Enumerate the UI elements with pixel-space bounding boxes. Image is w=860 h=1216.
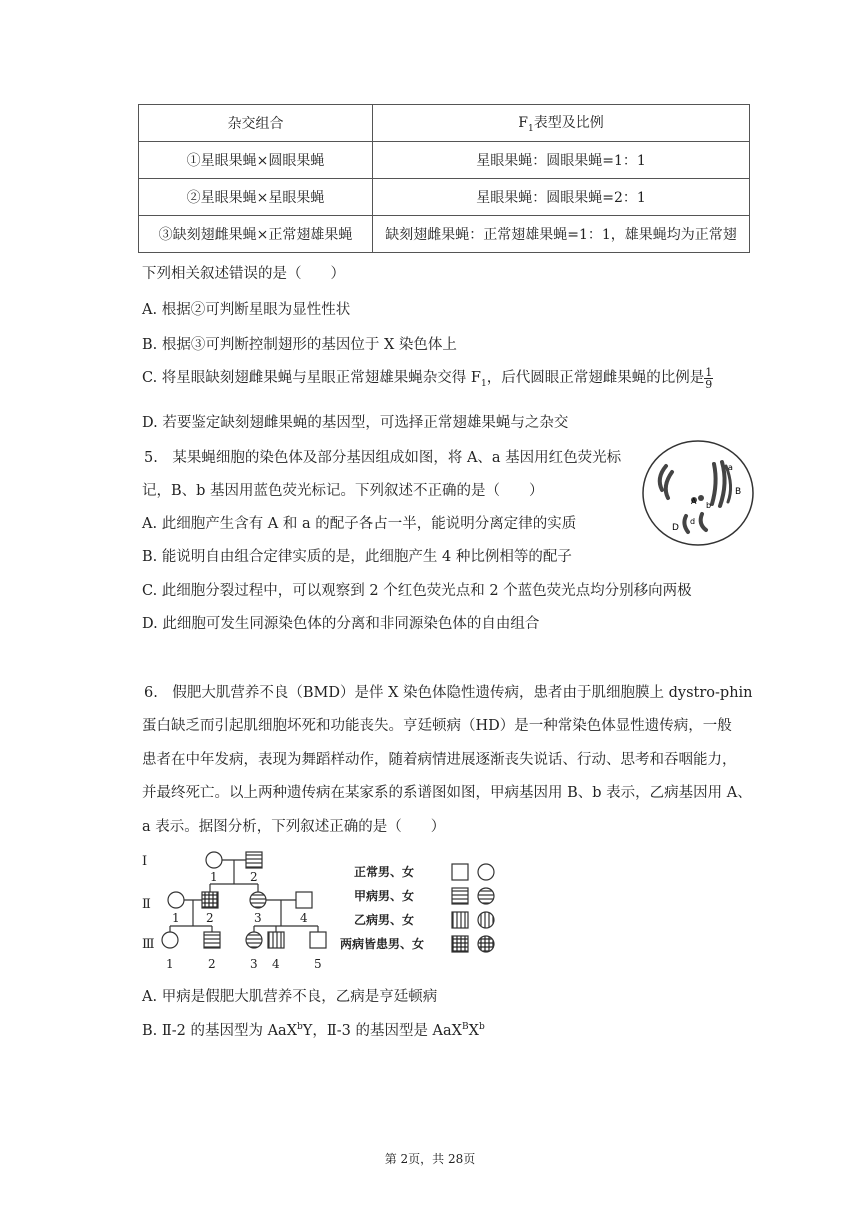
q5-option-d: D. 此细胞可发生同源染色体的分离和非同源染色体的自由组合 — [142, 616, 540, 632]
gene-label: A — [691, 497, 697, 506]
table-cell: ②星眼果蝇×星眼果蝇 — [139, 179, 373, 216]
svg-text:1: 1 — [210, 870, 218, 884]
table-row — [139, 179, 750, 216]
svg-text:2: 2 — [206, 911, 214, 925]
svg-text:4: 4 — [300, 911, 308, 925]
q6-stem-4: 并最终死亡。以上两种遗传病在某家系的系谱图如图，甲病基因用 B、b 表示，乙病基因用 A、 — [142, 785, 752, 801]
legend-disease-b: 乙病男、女 — [354, 913, 415, 927]
svg-text:3: 3 — [254, 911, 262, 925]
q5-stem-1: 5. 某果蝇细胞的染色体及部分基因组成如图，将 A、a 基因用红色荧光标 — [144, 450, 622, 466]
legend-disease-a: 甲病男、女 — [354, 889, 415, 903]
gene-label: b — [706, 501, 712, 510]
svg-text:1: 1 — [166, 957, 174, 971]
svg-text:2: 2 — [208, 957, 216, 971]
svg-text:Ⅰ: Ⅰ — [142, 854, 148, 869]
q5-option-c: C. 此细胞分裂过程中，可以观察到 2 个红色荧光点和 2 个蓝色荧光点均分别移向两极 — [142, 583, 692, 599]
legend-both: 两病皆患男、女 — [340, 937, 425, 951]
legend-normal: 正常男、女 — [354, 865, 415, 879]
table-row — [139, 142, 750, 179]
cross-table — [138, 104, 750, 253]
q6-option-b: B. Ⅱ-2 的基因型为 AaX$^b$Y，Ⅱ-3 的基因型是 $AaX^BX^b$ — [142, 1022, 485, 1039]
table-row — [139, 216, 750, 253]
q6-stem-5: a 表示。据图分析，下列叙述正确的是（ ） — [142, 819, 446, 835]
page-footer: 第 2页，共 28页 — [384, 1152, 476, 1166]
gene-label: D — [672, 523, 679, 533]
q4-option-c: C. 将星眼缺刻翅雌果蝇与星眼正常翅雄果蝇杂交得 $F_1$，后代圆眼正常翅雌果蝇的比例是 $\frac{1}{9}$ — [142, 365, 713, 391]
svg-text:4: 4 — [272, 957, 280, 971]
fraction: $\frac{1}{9}$ — [705, 365, 713, 391]
table-cell: 缺刻翅雌果蝇：正常翅雄果蝇=1：1，雄果蝇均为正常翅 — [373, 216, 750, 253]
table-cell: ③缺刻翅雌果蝇×正常翅雄果蝇 — [139, 216, 373, 253]
table-header: 杂交组合 — [139, 105, 373, 142]
pedigree-diagram — [140, 846, 500, 974]
svg-text:2: 2 — [250, 870, 258, 884]
q6-stem-1: 6. 假肥大肌营养不良（BMD）是伴 X 染色体隐性遗传病，患者由于肌细胞膜上 dystro-phin — [144, 685, 753, 701]
q6-option-a: A. 甲病是假肥大肌营养不良，乙病是亨廷顿病 — [142, 989, 438, 1005]
table-header-row — [139, 105, 750, 142]
table-cell: ①星眼果蝇×圆眼果蝇 — [139, 142, 373, 179]
q5-stem-2: 记，B、b 基因用蓝色荧光标记。下列叙述不正确的是（ ） — [142, 483, 544, 499]
q5-option-b: B. 能说明自由组合定律实质的是，此细胞产生 4 种比例相等的配子 — [142, 549, 572, 565]
svg-text:3: 3 — [250, 957, 258, 971]
table-header: $F_1$表型及比例 — [373, 105, 750, 142]
svg-text:5: 5 — [314, 957, 322, 971]
q4-option-b: B. 根据③可判断控制翅形的基因位于 X 染色体上 — [142, 337, 457, 353]
gene-label: a — [728, 463, 733, 472]
table-cell: 星眼果蝇：圆眼果蝇=1：1 — [373, 142, 750, 179]
cell-chromosome-diagram — [640, 438, 756, 548]
q5-option-a: A. 此细胞产生含有 A 和 a 的配子各占一半，能说明分离定律的实质 — [142, 516, 577, 532]
q6-stem-2: 蛋白缺乏而引起肌细胞坏死和功能丧失。亨廷顿病（HD）是一种常染色体显性遗传病，一般 — [142, 718, 732, 734]
q6-stem-3: 患者在中年发病，表现为舞蹈样动作，随着病情进展逐渐丧失说话、行动、思考和吞咽能力， — [142, 752, 737, 768]
svg-text:Ⅱ: Ⅱ — [142, 897, 151, 912]
svg-text:1: 1 — [172, 911, 180, 925]
gene-label: B — [735, 487, 742, 497]
gene-label: d — [690, 517, 696, 526]
q4-option-a: A. 根据②可判断星眼为显性性状 — [142, 302, 351, 318]
q4-stem: 下列相关叙述错误的是（ ） — [142, 266, 345, 282]
table-cell: 星眼果蝇：圆眼果蝇=2：1 — [373, 179, 750, 216]
q4-option-d: D. 若要鉴定缺刻翅雌果蝇的基因型，可选择正常翅雄果蝇与之杂交 — [142, 415, 569, 431]
svg-text:Ⅲ: Ⅲ — [142, 937, 155, 952]
